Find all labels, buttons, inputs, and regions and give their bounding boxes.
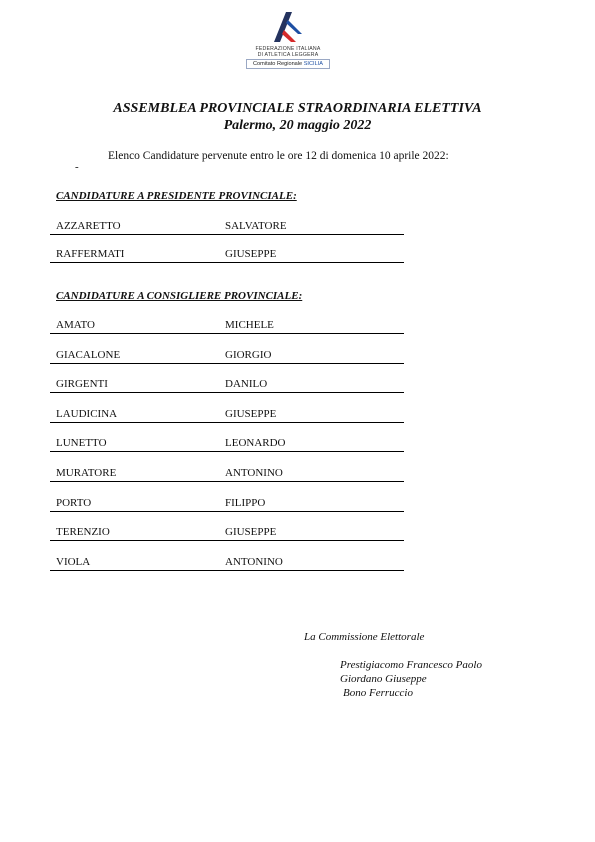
federation-name-line2: DI ATLETICA LEGGERA — [257, 52, 319, 58]
candidate-row — [50, 465, 404, 482]
candidate-row — [50, 554, 404, 571]
candidate-name: ANTONINO — [225, 555, 283, 568]
council-candidate-list — [50, 317, 404, 583]
candidate-surname: GIACALONE — [56, 348, 121, 361]
candidate-name: LEONARDO — [225, 437, 286, 450]
committee-prefix: Comitato Regionale — [253, 61, 304, 67]
federation-name-line1: FEDERAZIONE ITALIANA — [255, 46, 321, 52]
candidate-name: GIUSEPPE — [225, 248, 277, 260]
regional-committee-label — [246, 59, 330, 69]
fidal-athlete-logo-icon — [272, 10, 304, 44]
council-section-heading: CANDIDATURE A CONSIGLIERE PROVINCIALE: — [56, 290, 303, 302]
commission-title: La Commissione Elettorale — [304, 631, 425, 643]
president-candidate-list — [50, 218, 404, 274]
commission-member: Giordano Giuseppe — [340, 673, 427, 685]
candidate-row — [50, 406, 404, 423]
candidate-surname: VIOLA — [56, 555, 91, 568]
candidate-name: GIUSEPPE — [225, 407, 277, 420]
bullet-dash: - — [75, 161, 79, 173]
candidate-row — [50, 317, 404, 334]
candidate-name: GIUSEPPE — [225, 526, 277, 539]
candidate-row — [50, 246, 404, 263]
commission-member: Prestigiacomo Francesco Paolo — [340, 659, 482, 671]
candidate-surname: TERENZIO — [56, 526, 110, 539]
candidate-row — [50, 495, 404, 512]
candidate-name: GIORGIO — [225, 348, 272, 361]
candidate-row — [50, 524, 404, 541]
commission-member: Bono Ferruccio — [343, 687, 413, 699]
candidate-surname: AMATO — [56, 319, 95, 331]
fidal-logo — [246, 8, 330, 68]
candidate-row — [50, 435, 404, 452]
candidate-surname: GIRGENTI — [56, 378, 108, 391]
document-title: ASSEMBLEA PROVINCIALE STRAORDINARIA ELETTIVA — [113, 101, 482, 116]
candidate-surname: PORTO — [56, 496, 92, 509]
candidate-surname: LAUDICINA — [56, 407, 118, 420]
candidate-name: MICHELE — [225, 319, 274, 331]
candidate-row — [50, 347, 404, 364]
intro-text: Elenco Candidature pervenute entro le ore 12 di domenica 10 aprile 2022: — [108, 150, 449, 162]
candidate-row — [50, 376, 404, 393]
document-subtitle: Palermo, 20 maggio 2022 — [223, 118, 372, 133]
candidate-surname: RAFFERMATI — [56, 248, 125, 260]
candidate-surname: MURATORE — [56, 466, 117, 479]
president-section-heading: CANDIDATURE A PRESIDENTE PROVINCIALE: — [56, 190, 297, 202]
candidate-name: SALVATORE — [225, 220, 287, 232]
candidate-name: ANTONINO — [225, 466, 283, 479]
candidate-name: FILIPPO — [225, 496, 266, 509]
candidate-name: DANILO — [225, 378, 268, 391]
candidate-row — [50, 218, 404, 235]
committee-region: SICILIA — [303, 61, 323, 67]
candidate-surname: AZZARETTO — [56, 220, 121, 232]
candidate-surname: LUNETTO — [56, 437, 107, 450]
